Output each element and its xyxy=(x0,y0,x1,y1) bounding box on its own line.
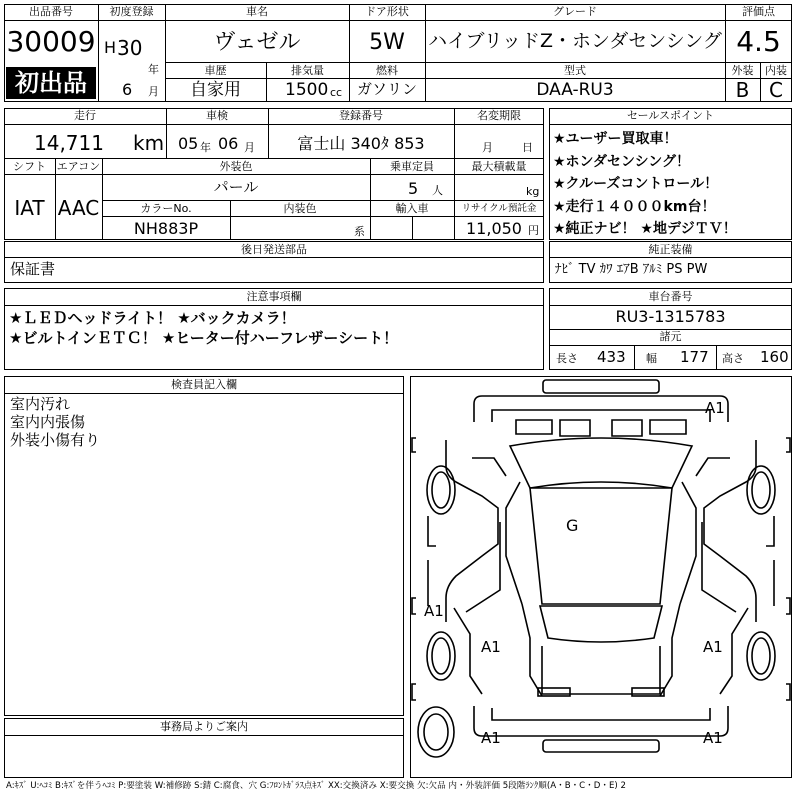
mileage-unit: km xyxy=(133,131,165,155)
height: 160 xyxy=(760,348,789,366)
score-label: 評価点 xyxy=(742,5,775,18)
plate: 富士山 340ﾀ 853 xyxy=(297,134,425,153)
shift: IAT xyxy=(14,196,45,220)
first-listing-badge: 初出品 xyxy=(6,67,96,99)
door-type: 5W xyxy=(369,30,405,55)
name-change-month-unit: 月 xyxy=(482,141,493,154)
inspector-line-3: 外装小傷有り xyxy=(10,431,101,449)
damage-mark-rear-right: A1 xyxy=(703,729,723,747)
mileage-label: 走行 xyxy=(74,109,96,122)
recycle-label: リサイクル預託金 xyxy=(461,203,537,214)
damage-mark-left-rear-wheel: A1 xyxy=(481,638,501,656)
model-code-label: 型式 xyxy=(564,64,586,77)
notes-line-2: ★ビルトインＥＴＣ！ ★ヒーター付ハーフレザーシート！ xyxy=(9,329,399,347)
inspector-line-1: 室内汚れ xyxy=(10,395,71,413)
interior-label: 内装 xyxy=(765,64,787,77)
capacity-unit: 人 xyxy=(432,184,443,197)
car-name-label: 車名 xyxy=(246,5,268,18)
notes-line-1: ★ＬＥＤヘッドライト！ ★バックカメラ！ xyxy=(9,309,296,327)
length: 433 xyxy=(597,348,626,366)
inspection-month-unit: 月 xyxy=(244,141,255,154)
sales-point-item: ★ホンダセンシング！ xyxy=(553,153,691,170)
month-unit: 月 xyxy=(148,85,159,98)
sales-points-list xyxy=(553,128,791,241)
damage-mark-glass: G xyxy=(566,516,579,535)
inspector-line-2: 室内内張傷 xyxy=(10,413,86,431)
damage-mark-right-rear-wheel: A1 xyxy=(703,638,723,656)
car-name: ヴェゼル xyxy=(213,30,301,55)
capacity: 5 xyxy=(408,179,419,198)
dims-title: 諸元 xyxy=(659,330,682,343)
exterior-grade: B xyxy=(735,78,750,102)
inspection-label: 車検 xyxy=(206,109,228,122)
inspection-month: 06 xyxy=(218,134,239,153)
damage-mark-left-side: A1 xyxy=(424,602,444,620)
displacement-label: 排気量 xyxy=(291,64,324,77)
era: H xyxy=(104,38,117,57)
first-reg-year: 30 xyxy=(117,36,143,60)
length-label: 長さ xyxy=(556,352,578,365)
damage-mark-top-right: A1 xyxy=(705,399,725,417)
capacity-label: 乗車定員 xyxy=(390,160,434,173)
int-color-unit: 系 xyxy=(354,225,365,238)
plate-label: 登録番号 xyxy=(339,109,383,122)
ext-color: パール xyxy=(213,178,259,196)
recycle: 11,050 xyxy=(466,219,522,238)
score: 4.5 xyxy=(736,25,781,58)
sales-point-item: ★純正ナビ！ ★地デジＴＶ！ xyxy=(553,221,737,237)
year-unit: 年 xyxy=(148,63,159,76)
sales-point-item: ★走行１４０００km台！ xyxy=(553,198,716,215)
office-title: 事務局よりご案内 xyxy=(160,720,248,733)
lot-number: 30009 xyxy=(6,25,96,58)
ac: AAC xyxy=(57,196,100,220)
int-color-label: 内装色 xyxy=(283,202,317,215)
fuel: ガソリン xyxy=(356,80,417,98)
car-diagram xyxy=(410,376,792,778)
inspector-title: 検査員記入欄 xyxy=(171,378,237,391)
legend-line: A:ｷｽﾞ U:ﾍｺﾐ B:ｷｽﾞを伴うﾍｺﾐ P:要塗装 W:補修跡 S:錆 C:腐食、穴 G:ﾌﾛﾝﾄｶﾞﾗｽ点ｷｽﾞ XX:交換済み X:要交換 欠:欠品 内・外装評価 5段階ﾗﾝｸ順(A・B・C・D・E) 2 xyxy=(6,781,626,791)
ac-label: エアコン xyxy=(56,160,101,173)
chassis-number: RU3-1315783 xyxy=(615,307,726,326)
inspection-year: 05 xyxy=(178,134,199,153)
exterior-label: 外装 xyxy=(731,64,754,77)
grade-label: グレード xyxy=(553,5,597,18)
damage-mark-rear-left: A1 xyxy=(481,729,501,747)
door-type-label: ドア形状 xyxy=(365,5,409,18)
max-load-unit: kg xyxy=(526,185,540,198)
model-code: DAA-RU3 xyxy=(536,80,614,100)
mileage: 14,711 xyxy=(34,131,104,155)
fuel-label: 燃料 xyxy=(376,64,398,77)
color-no: NH883P xyxy=(133,219,199,238)
grade: ハイブリッドZ・ホンダセンシング xyxy=(428,30,722,52)
chassis-title: 車台番号 xyxy=(648,290,693,303)
displacement: 1500 xyxy=(285,80,329,100)
recycle-unit: 円 xyxy=(528,224,539,237)
sales-point-item: ★クルーズコントロール！ xyxy=(553,176,719,192)
history-label: 車歴 xyxy=(204,64,227,77)
height-label: 高さ xyxy=(722,352,744,365)
import-label: 輸入車 xyxy=(395,202,429,215)
max-load-label: 最大積載量 xyxy=(471,160,527,173)
inspection-year-unit: 年 xyxy=(200,141,211,154)
first-reg-label: 初度登録 xyxy=(109,5,154,18)
width-label: 幅 xyxy=(646,352,657,365)
color-no-label: カラーNo. xyxy=(140,202,192,215)
shift-label: シフト xyxy=(13,160,46,173)
width: 177 xyxy=(680,348,709,366)
displacement-unit: cc xyxy=(330,86,343,99)
later-parts-value: 保証書 xyxy=(10,260,56,278)
first-reg-month: 6 xyxy=(122,80,133,99)
name-change-day-unit: 日 xyxy=(522,141,533,154)
later-parts-title: 後日発送部品 xyxy=(241,243,307,256)
notes-title: 注意事項欄 xyxy=(246,290,302,303)
sales-points-title: セールスポイント xyxy=(626,109,714,122)
ext-color-label: 外装色 xyxy=(219,160,253,173)
history: 自家用 xyxy=(190,80,241,100)
lot-number-label: 出品番号 xyxy=(29,5,73,18)
sales-point-item: ★ユーザー買取車！ xyxy=(553,131,678,147)
genuine-equipment-value: ﾅﾋﾞ TV ｶﾜ ｴｱB ｱﾙﾐ PS PW xyxy=(555,262,708,277)
name-change-label: 名変期限 xyxy=(477,109,521,122)
interior-grade: C xyxy=(769,78,783,102)
genuine-equipment-title: 純正装備 xyxy=(648,243,693,256)
